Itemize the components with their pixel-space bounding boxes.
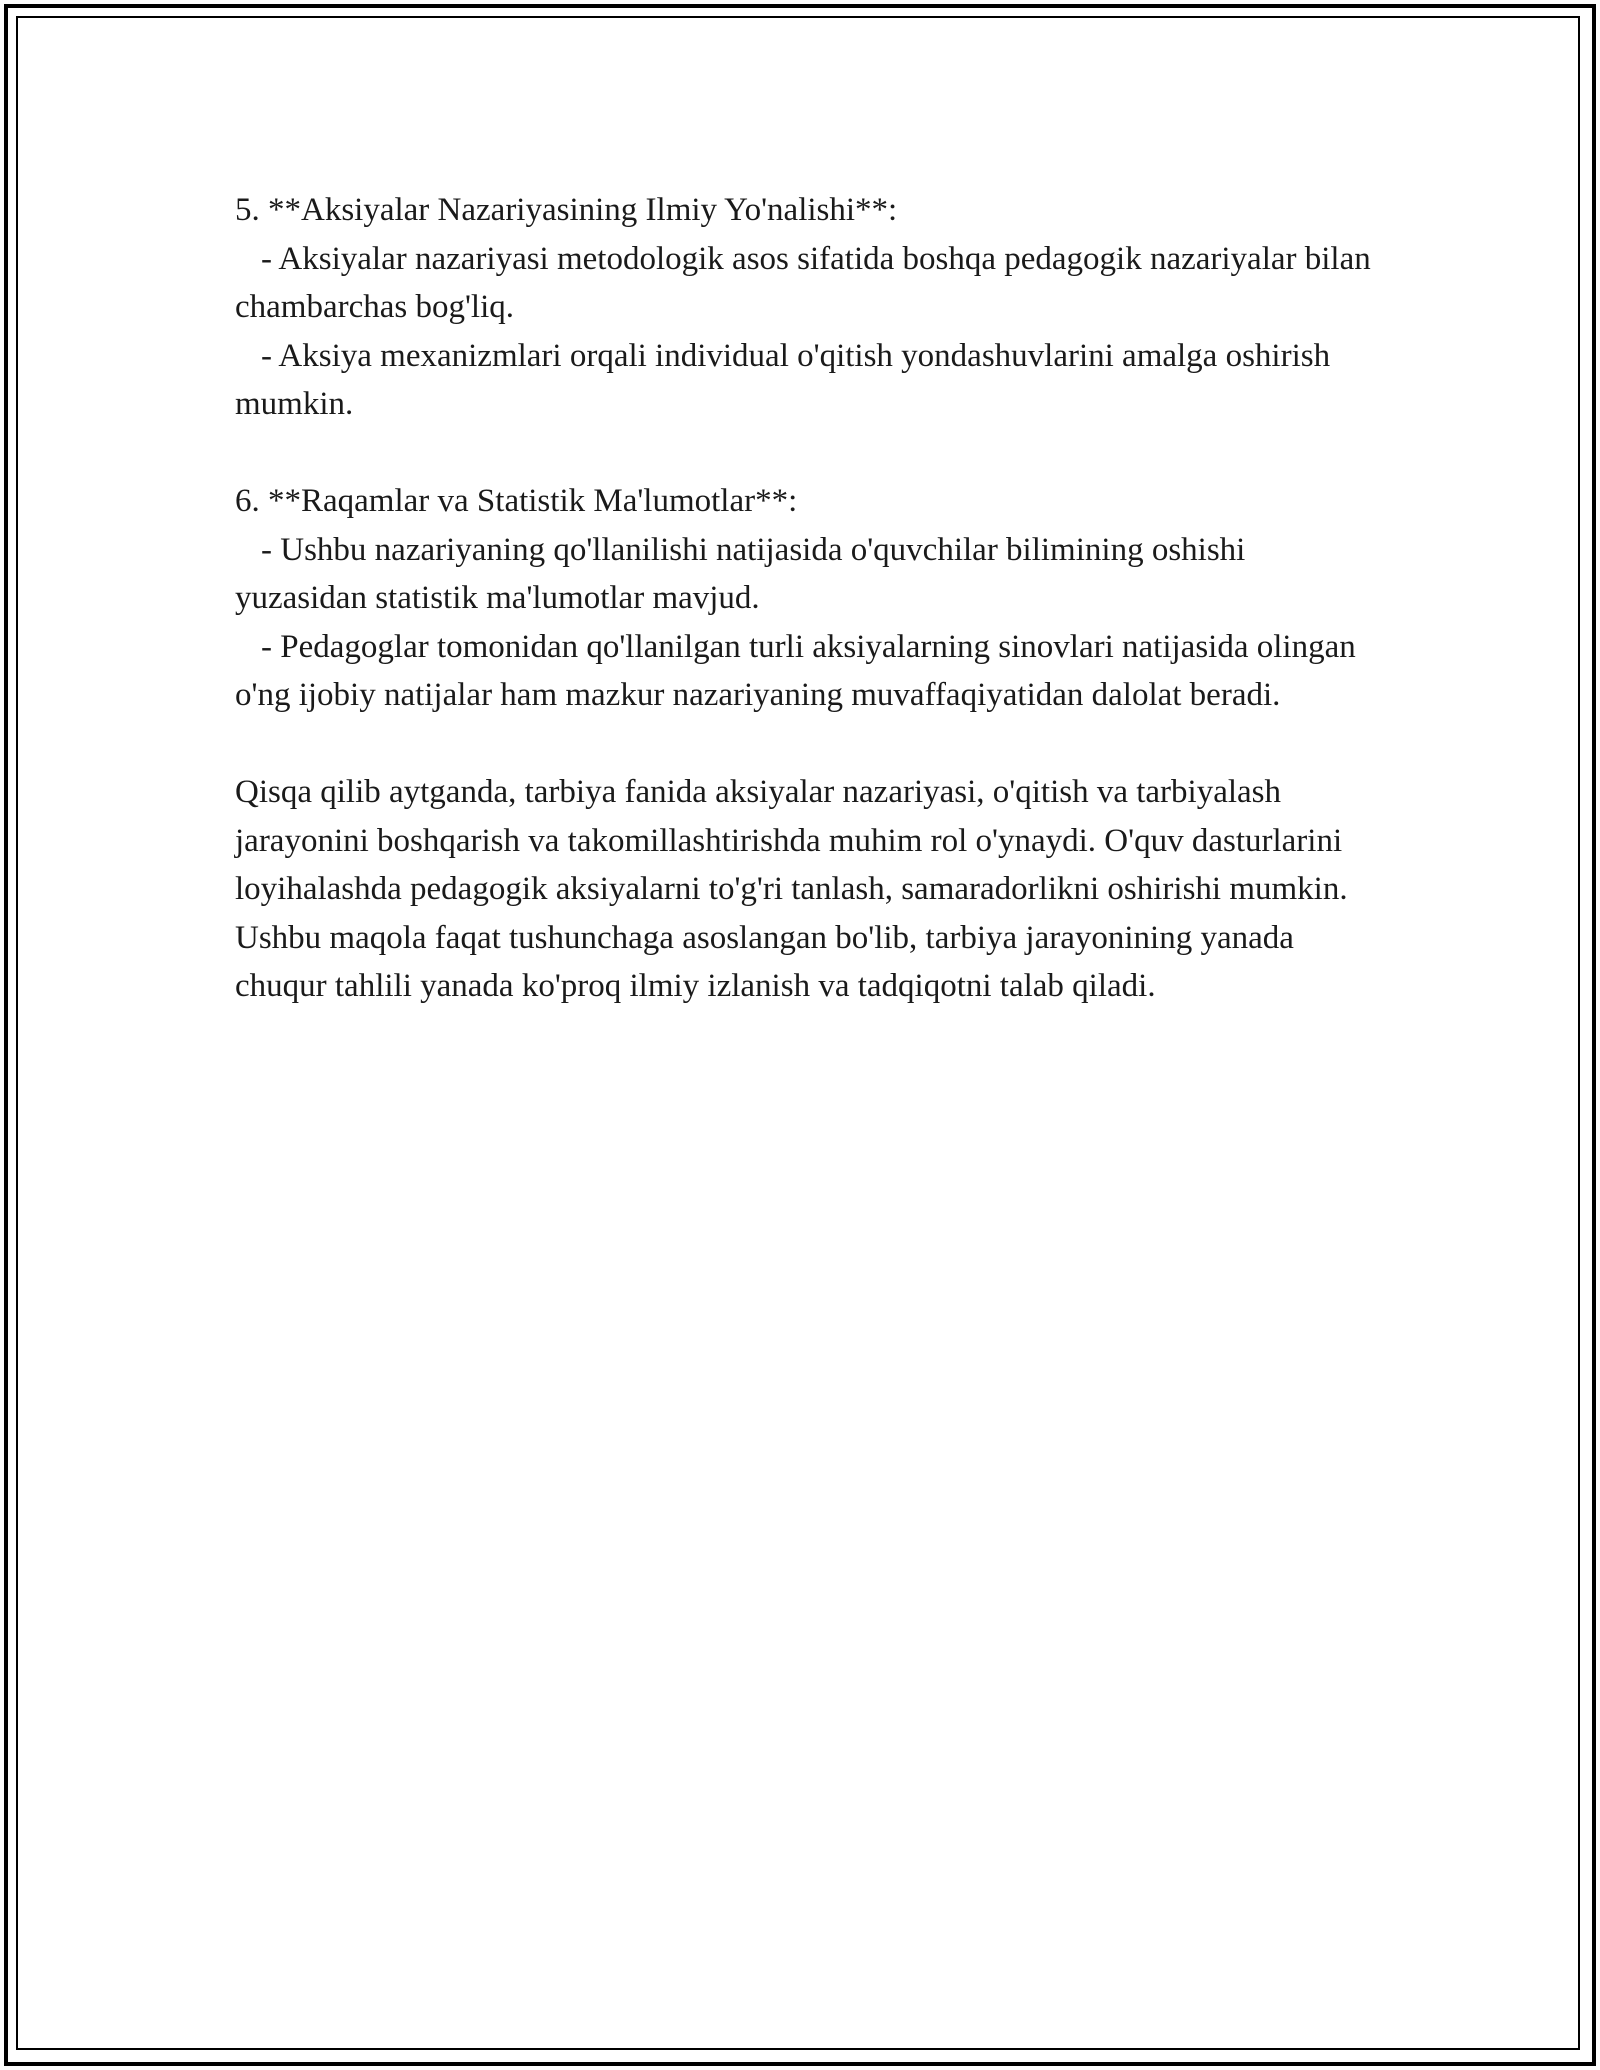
section-heading: 5. **Aksiyalar Nazariyasining Ilmiy Yo'nalishi**: bbox=[235, 192, 898, 228]
section-5 bbox=[235, 186, 1385, 429]
bullet-item: - Aksiyalar nazariyasi metodologik asos sifatida boshqa pedagogik nazariyalar bilan chambarchas bog'liq. bbox=[235, 235, 1385, 332]
section-6 bbox=[235, 477, 1385, 720]
bullet-item: - Ushbu nazariyaning qo'llanilishi natijasida o'quvchilar bilimining oshishi yuzasidan statistik ma'lumotlar mavjud. bbox=[235, 526, 1385, 623]
document-body bbox=[235, 186, 1385, 1011]
bullet-item: - Aksiya mexanizmlari orqali individual o'qitish yondashuvlarini amalga oshirish mumkin. bbox=[235, 332, 1385, 429]
conclusion-paragraph bbox=[235, 768, 1385, 1011]
bullet-item: - Pedagoglar tomonidan qo'llanilgan turli aksiyalarning sinovlari natijasida olingan o'ng ijobiy natijalar ham mazkur nazariyaning muvaffaqiyatidan dalolat beradi. bbox=[235, 623, 1385, 720]
conclusion-text: Qisqa qilib aytganda, tarbiya fanida aksiyalar nazariyasi, o'qitish va tarbiyalash jarayonini boshqarish va takomillashtirishda muhim rol o'ynaydi. O'quv dasturlarini loyihalashda pedagogik aksiyalarni to'g'ri tanlash, samaradorlikni oshirishi mumkin. Ushbu maqola faqat tushunchaga asoslangan bo'lib, tarbiya jarayonining yanada chuqur tahlili yanada ko'proq ilmiy izlanish va tadqiqotni talab qiladi. bbox=[235, 774, 1356, 1004]
section-heading: 6. **Raqamlar va Statistik Ma'lumotlar**: bbox=[235, 483, 798, 519]
